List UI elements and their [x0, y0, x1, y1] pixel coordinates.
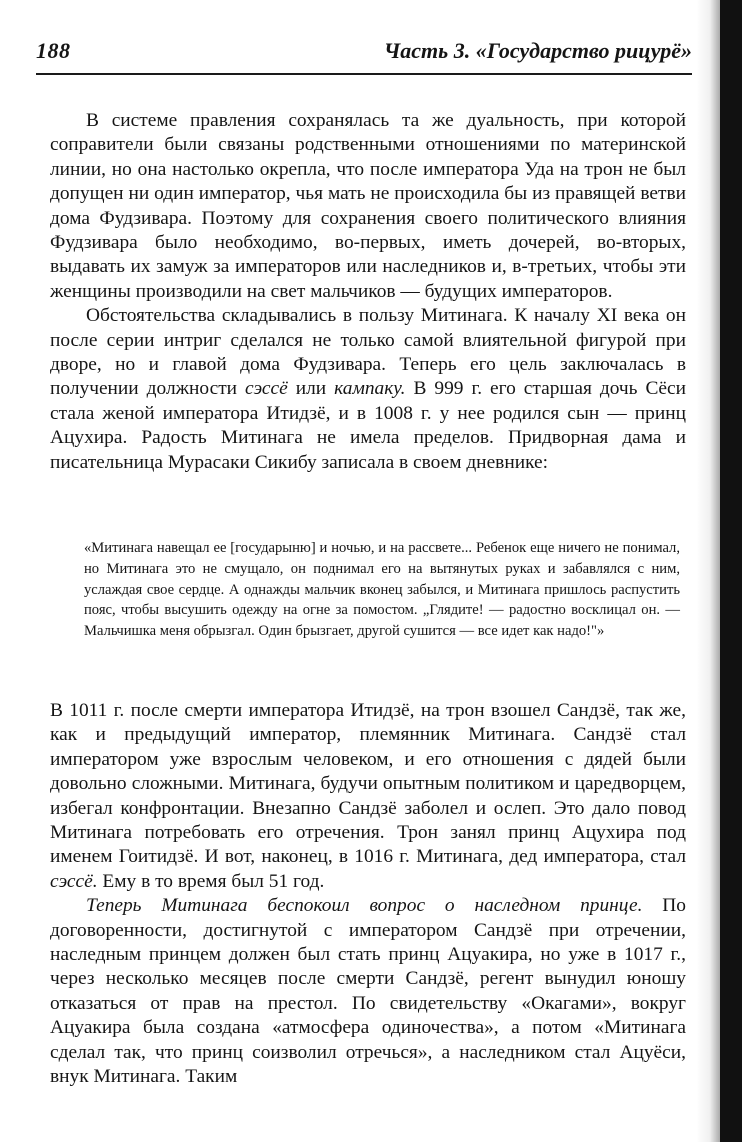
page-header — [36, 38, 692, 70]
term-sessho-2: сэссё. — [50, 870, 98, 892]
para2-part2: В 999 г. его старшая дочь Сёси стала женой императора Итидзё, и в 1008 г. у нее родился сын — принц Ацухира. Радость Митинага не имела пределов. Придворная дама и писательница Мурасаки Сикибу записала в своем дневнике: — [50, 378, 687, 473]
paragraph-sanjo — [50, 699, 686, 894]
quote-text: «Митинага навещал ее [государыню] и ночью, и на рассвете... Ребенок еще ничего не понимал, но Митинага это не смущало, он поднимал его на вытянутых руках и забавлялся с ним, услаждая свое сердце. А однажды мальчик вконец забылся, и Митинага пришлось распустить пояс, чтобы высушить одежду на огне за помостом. „Глядите! — радостно восклицал он. — Мальчишка меня обрызгал. Один брызгает, другой сушится — все идет как надо!"» — [84, 540, 680, 640]
para2-middle: или — [287, 378, 335, 400]
paragraph-duality: В системе правления сохранялась та же дуальность, при которой соправители были связаны родственными отношениями по материнской линии, но она настолько окрепла, что после императора Уда на трон не был допущен ни один император, чья мать не происходила бы из правящей ветви дома Фудзивара. Поэтому для сохранения своего политического влияния Фудзивара было необходимо, во-первых, иметь дочерей, во-вторых, выдавать их замуж за императоров или наследников и, в-третьих, чтобы эти женщины производили на свет мальчиков — будущих императоров. — [50, 110, 686, 302]
page-edge-dark — [720, 0, 742, 1142]
para4-part1: По договоренности, достигнутой с императором Сандзё при отречении, наследным принцем должен был стать принц Ацуакира, но уже в 1017 г., через несколько месяцев после смерти Сандзё, регент вынудил юношу отказаться от прав на престол. По свидетельству «Окагами», вокруг Ацуакира была создана «атмосфера одиночества», а потом «Митинага сделал так, что принц соизволил отречься», а наследником стал Ацуёси, внук Митинага. Таким — [50, 895, 687, 1088]
paragraph-michinaga-rise — [50, 304, 686, 475]
diary-quote — [84, 538, 680, 642]
para2-part1: Обстоятельства складывались в пользу Митинага. К началу XI века он после серии интриг сделался не только самой влиятельной фигурой при дворе, но и главой дома Фудзивара. Теперь его цель заключалась в получении должности — [50, 305, 686, 400]
text-block-top — [50, 109, 686, 475]
paragraph-heir — [50, 894, 686, 1089]
term-kampaku: кампаку. — [334, 378, 406, 400]
running-title: Часть 3. «Государство рицурё» — [383, 38, 692, 63]
text-block-bottom — [50, 699, 686, 1090]
term-sessho: сэссё — [245, 378, 288, 400]
italic-lead: Теперь Митинага беспокоил вопрос о наследном принце. — [86, 895, 643, 917]
header-rule — [36, 73, 692, 75]
para3-part1: В 1011 г. после смерти императора Итидзё, на трон взошел Сандзё, так же, как и предыдущий император, племянник Митинага. Сандзё стал императором уже взрослым человеком, и его отношения с дядей были довольно сложными. Митинага, будучи опытным политиком и царедворцем, избегал конфронтации. Внезапно Сандзё заболел и ослеп. Это дало повод Митинага потребовать его отречения. Трон занял принц Ацухира под именем Гоитидзё. И вот, наконец, в 1016 г. Митинага, дед императора, стал — [50, 700, 686, 868]
para3-part2: Ему в то время был 51 год. — [97, 870, 325, 892]
page-number: 188 — [36, 38, 71, 63]
